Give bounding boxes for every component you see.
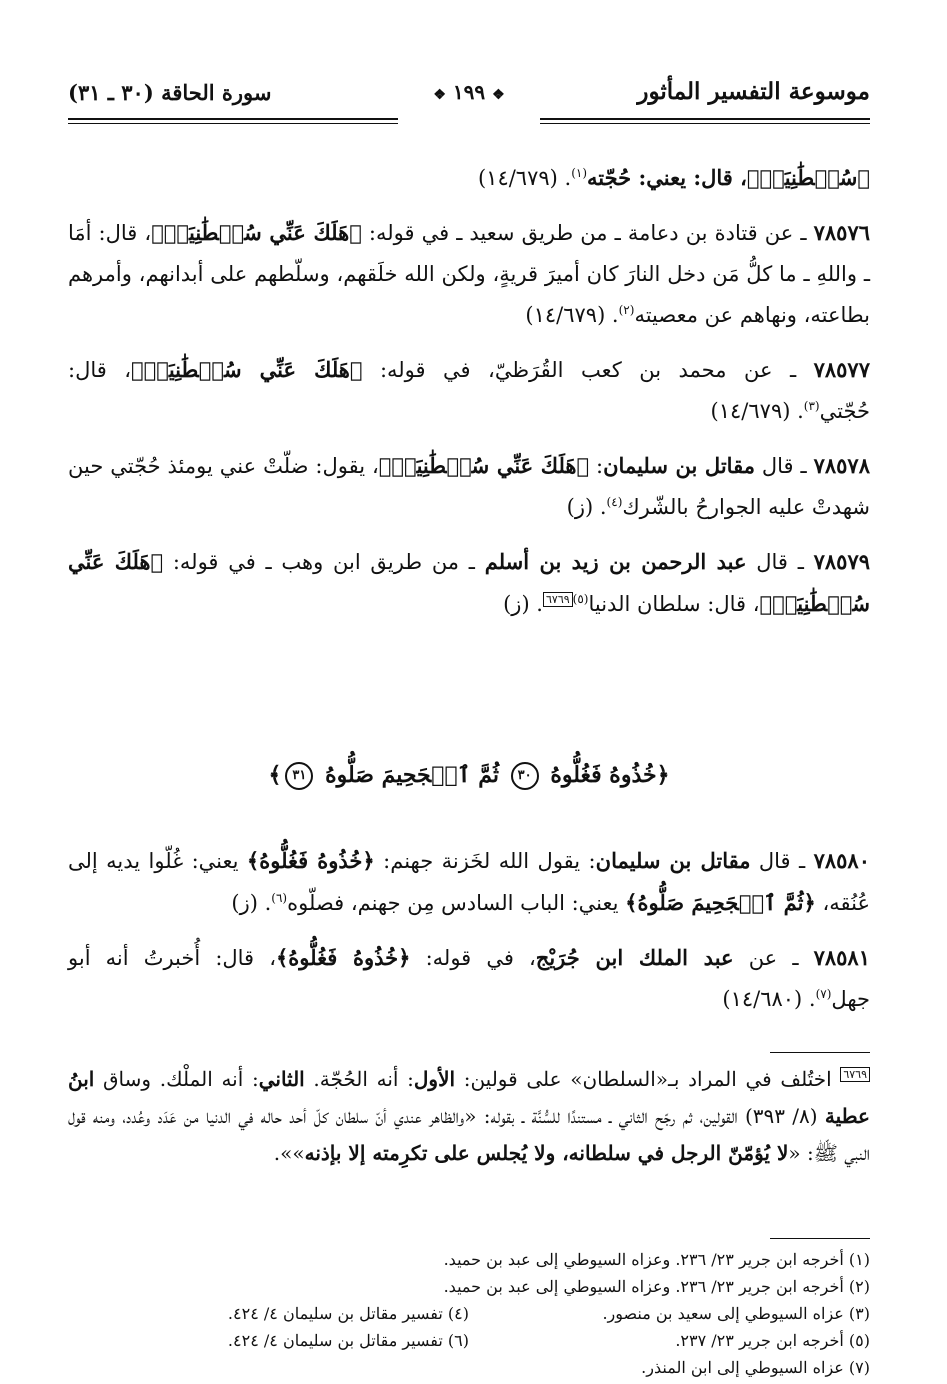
- footnote-3: (٣) عزاه السيوطي إلى سعيد بن منصور.: [602, 1304, 870, 1323]
- footnote-ref[interactable]: (١): [571, 166, 588, 180]
- source-ref: . (١٤/٦٨٠): [722, 987, 816, 1011]
- footnote-ref[interactable]: (٥): [572, 592, 589, 606]
- commentary-number-box: ٦٧٦٩: [840, 1067, 870, 1082]
- commentary-text: »».: [273, 1141, 305, 1165]
- page-number-value: ١٩٩: [452, 80, 486, 104]
- footnote-4: (٤) تفسير مقاتل بن سليمان ٤/ ٤٢٤.: [227, 1304, 469, 1323]
- source-ref: . (١٤/٦٧٩): [525, 303, 619, 327]
- footnote-ref[interactable]: (٢): [618, 303, 635, 317]
- quran-quote: ﴿هَلَكَ عَنِّي سُلۡطَٰنِيَهۡ﴾: [131, 357, 363, 382]
- footnote-ref[interactable]: (٣): [803, 399, 820, 413]
- footnote-7: (٧) عزاه السيوطي إلى ابن المنذر.: [641, 1358, 870, 1377]
- book-title: موسوعة التفسير المأثور: [637, 78, 870, 105]
- verse-number-marker: ٣١: [285, 762, 313, 790]
- narration-78576: [68, 212, 870, 336]
- narration-chain: ـ عن محمد بن كعب القُرَظيّ، في قوله:: [362, 358, 814, 382]
- quran-quote: ﴿خُذُوهُ فَغُلُّوهُ﴾: [275, 945, 411, 970]
- verse-close-bracket: ﴾: [268, 762, 282, 788]
- narration-chain: ـ عن قتادة بن دعامة ـ من طريق سعيد ـ في قوله:: [361, 221, 814, 245]
- quran-quote: ﴿هَلَكَ عَنِّي سُلۡطَٰنِيَهۡ﴾: [68, 549, 870, 616]
- source-ref: . (ز): [503, 592, 543, 616]
- narration-text: ، قال: أُخبرتُ أنه أبو جهل: [68, 946, 870, 1011]
- verse-text-1: ﴿خُذُوهُ فَغُلُّوهُ: [550, 762, 670, 788]
- verse-number-marker: ٣٠: [511, 762, 539, 790]
- hadith-quote: لا يُؤمّنّ الرجل في سلطانه، ولا يُجلس على تكرِمته إلا بإذنه: [304, 1141, 789, 1165]
- narration-chain: : يقول الله لخَزنة جهنم:: [374, 849, 596, 873]
- quran-quote: ﴿خُذُوهُ فَغُلُّوهُ﴾: [246, 848, 375, 873]
- quran-quote: ﴿هَلَكَ عَنِّي سُلۡطَٰنِيَهۡ﴾: [151, 220, 362, 245]
- narration-78580: [68, 840, 870, 924]
- footnotes-separator: [770, 1238, 870, 1239]
- narration-number: ٧٨٥٧٦: [813, 220, 871, 245]
- commentary-bold: الثاني: [258, 1067, 305, 1091]
- page-header: [68, 78, 870, 114]
- narration-chain: ـ قال: [746, 550, 814, 574]
- footnote-1: (١) أخرجه ابن جرير ٢٣/ ٢٣٦. وعزاه السيوطي إلى عبد بن حميد.: [443, 1250, 870, 1269]
- narration-number: ٧٨٥٨٠: [813, 848, 870, 873]
- narrator-name: عبد الملك ابن جُرَيْج: [535, 945, 734, 970]
- footnote-2: (٢) أخرجه ابن جرير ٢٣/ ٢٣٦. وعزاه السيوطي إلى عبد بن حميد.: [443, 1277, 870, 1296]
- header-rule-right-thin: [540, 123, 870, 124]
- narration-text: ، قال: أمَا ـ واللهِ ـ ما كلُّ مَن دخل النارَ كان أميرَ قريةٍ، ولكن الله خلَقهم، وسلّطهم على أبدانهم، وأمرهم بطاعته، ونهاهم عن معصيته: [68, 221, 870, 327]
- source-ref: . (١٤/٦٧٩): [477, 166, 572, 190]
- commentary-text: : أنه الحُجّة.: [304, 1067, 414, 1091]
- narration-text: ، قال: سلطان الدنيا: [588, 592, 760, 616]
- verse-heading: [68, 762, 870, 790]
- narration-chain: ـ من طريق ابن وهب ـ في قوله:: [163, 550, 485, 574]
- narrations-block-1: [68, 157, 870, 638]
- footnote-ref[interactable]: (٤): [606, 495, 623, 509]
- header-rule-left: [68, 118, 398, 120]
- narration-number: ٧٨٥٧٨: [813, 453, 870, 478]
- narration-78581: [68, 937, 870, 1020]
- commentary-separator: [770, 1052, 870, 1053]
- narration-number: ٧٨٥٨١: [813, 945, 870, 970]
- narration-continued: [68, 157, 870, 199]
- narration-chain: ـ قال: [754, 454, 814, 478]
- narration-78578: [68, 445, 870, 528]
- footnote-6: (٦) تفسير مقاتل بن سليمان ٤/ ٤٢٤.: [227, 1331, 469, 1350]
- verse-text-2: ثُمَّ ٱلۡجَحِيمَ صَلُّوهُ: [325, 762, 499, 788]
- header-rule-right: [540, 118, 870, 120]
- source-ref: . (١٤/٦٧٩): [710, 399, 804, 423]
- narration-text: يعني: غُلّوا يديه إلى عُنُقه،: [68, 849, 870, 915]
- narrator-name: مقاتل بن سليمان: [603, 453, 755, 478]
- commentary-text: اختُلف في المراد بـ«السلطان» على قولين:: [455, 1067, 841, 1091]
- narrator-name: عبد الرحمن بن زيد بن أسلم: [484, 549, 747, 574]
- commentary-note: [68, 1061, 870, 1172]
- narration-78579: [68, 541, 870, 625]
- quran-quote: ﴿ثُمَّ ٱلۡجَحِيمَ صَلُّوهُ﴾: [625, 890, 816, 915]
- narrator-name: مقاتل بن سليمان: [595, 848, 751, 873]
- quran-quote: ﴿هَلَكَ عَنِّي سُلۡطَٰنِيَهۡ﴾: [378, 453, 590, 478]
- commentary-bold: ابنُ عطية: [68, 1067, 870, 1128]
- commentary-bold: الأول: [413, 1067, 456, 1091]
- narration-text: يعني: الباب السادس مِن جهنم، فصلّوه: [287, 891, 626, 915]
- narration-chain: ـ عن: [733, 946, 814, 970]
- narration-chain: ـ قال: [750, 849, 814, 873]
- commentary-text: : أنه الملْك. وساق: [94, 1067, 259, 1091]
- ornament-left: ❖: [433, 87, 446, 103]
- source-ref: . (ز): [566, 495, 607, 519]
- footnote-ref[interactable]: (٦): [271, 891, 288, 905]
- surah-title: سورة الحاقة (٣٠ ـ ٣١): [68, 80, 272, 105]
- narration-number: ٧٨٥٧٧: [813, 357, 870, 382]
- narration-chain: ، في قوله:: [410, 946, 536, 970]
- page-number: [433, 80, 504, 104]
- page: [68, 78, 871, 1377]
- footnote-5: (٥) أخرجه ابن جرير ٢٣/ ٢٣٧.: [675, 1331, 870, 1350]
- footnotes: [68, 1246, 870, 1381]
- narration-text: ﴿سُلۡطَٰنِيَهۡ﴾، قال: يعني: حُجّته: [587, 165, 870, 190]
- commentary-text: (٨/ ٣٩٣) القولين، ثم رجّح الثاني ـ مستندًا للسُّنَّة ـ بقوله: «والظاهر عندي أنّ سلطان كلّ أحد حاله في الدنيا من عَدَد وعُدد، ومنه قول النبي ﷺ: «: [68, 1104, 870, 1165]
- narration-78577: [68, 349, 870, 432]
- narrations-block-2: [68, 840, 870, 1033]
- header-rule-left-thin: [68, 123, 398, 124]
- narration-text: ، قال: حُجّتي: [68, 358, 870, 423]
- narration-number: ٧٨٥٧٩: [813, 549, 871, 574]
- footnote-ref[interactable]: (٧): [815, 987, 832, 1001]
- narration-text: ، يقول: ضلّتْ عني يومئذ حُجّتي حين شهدتْ عليه الجوارحُ بالشّرك: [68, 454, 870, 519]
- commentary-ref-box[interactable]: ٦٧٦٩: [543, 592, 573, 607]
- ornament-right: ❖: [492, 87, 505, 103]
- narration-chain: :: [589, 454, 604, 478]
- source-ref: . (ز): [231, 891, 272, 915]
